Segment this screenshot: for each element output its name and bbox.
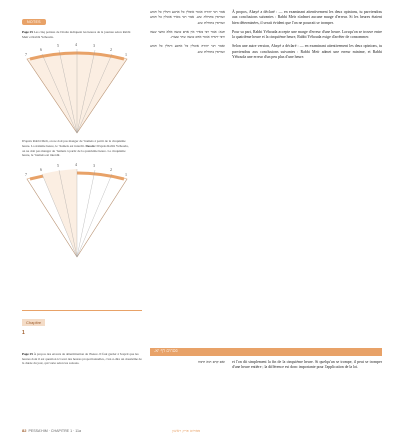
fan1-num: 5 — [57, 43, 59, 49]
fan2-num: 5 — [57, 163, 59, 169]
hebrew-lower: ואם קדם הוא תימה — [197, 360, 225, 364]
note-label: Page 25 — [22, 30, 33, 34]
hebrew-header-bar: פסחים דף יא. — [150, 348, 382, 356]
running-title: PESSA'HIM · CHAPITRE 1 · 11a — [28, 429, 81, 433]
french-paragraph: Selon une autre version, Abayé a déclaré : — en examinant attentivement les deux opinions, tu parviendras aux conclusions suivantes : Rabbi Meïr admet une erreur minime, et Rabbi Yéhouda une erreur d'un peu plus d'une heure. — [232, 44, 382, 60]
french-lower: et l'on dit simplement la fin de la cinquième heure. Si quelqu'un se trompe, il peut se tromper d'une heure entière ; la différence est donc importante pour l'application de la loi. — [232, 360, 382, 370]
fan2-num: 6 — [40, 167, 42, 173]
french-paragraph: À propos, Abayé a déclaré : — en examinant attentivement les deux opinions, tu parviendras aux conclusions suivantes : Rabbi Meïr n'admet aucune marge d'erreur. Si les heures étaient bien déterminées, il serait évident que l'on ne pourrait se tromper. — [232, 10, 382, 25]
fan1-num: 7 — [25, 52, 27, 58]
hebrew-paragraph: ואמר רבי יהודה אוכלין כל ארבע ותולין כל חמש ושורפין בתחלת שש. — [150, 44, 225, 54]
fan2-num: 4 — [75, 162, 77, 168]
note-body: Les cinq pointes de l'étoile indiquent les heures de la journée selon Rabbi Meïr et Rabbi Yéhouda. — [22, 30, 131, 39]
fan1-num: 6 — [40, 47, 42, 53]
fan1-num: 2 — [110, 47, 112, 53]
fan2-num: 2 — [110, 167, 112, 173]
footer-hebrew: פסחים פרק ראשון — [172, 428, 201, 433]
hebrew-paragraph: תנא: אמר רבי מאיר אין אדם טועה אלא כחצי שעה ורבי יהודה אומר אדם טועה שתי שעות. — [150, 29, 225, 40]
fan2-num: 7 — [25, 172, 27, 178]
hebrew-paragraph: אמר רבי יהודה אומר אוכלין כל ארבע ותולין כל חמש ושורפין בתחלת שש. אמר רבי מאיר אוכלין כל חמש ושורפין בתחלת שש. — [150, 10, 225, 25]
notes-column — [22, 10, 132, 261]
hebrew-column — [150, 10, 225, 59]
fan1-num: 3 — [93, 43, 95, 49]
page-number: 82 — [22, 428, 27, 433]
footer — [22, 428, 382, 436]
fan2-num: 1 — [125, 172, 127, 178]
chapter-block — [22, 310, 142, 366]
fan1-num: 4 — [75, 42, 77, 48]
fan2-num: 3 — [93, 163, 95, 169]
note-2: Page 25 À propos des erreurs de détermination de l'heure. Il faut garder à l'esprit que les heures dont il est question ici sont des heures proportionnelles, c'est-à-dire un douzième de la durée du jour, qui varie selon les saisons. — [22, 352, 142, 366]
french-column — [232, 10, 382, 64]
note-text — [22, 30, 132, 39]
fan1-num: 1 — [125, 52, 127, 58]
fan-diagram-1 — [22, 41, 132, 136]
caption-1: D'après Rabbi Meïr, on ne doit pas manger de ’hamets à partir de la cinquième heure. La sixième heure, le ’hamets est interdit. Dessin: D'après Rabbi Yéhouda, on ne doit pas manger de ’hamets à partir de la quatrième heure. La cinquième heure, le ’hamets est interdit. — [22, 139, 129, 158]
notes-tag: NOTES — [22, 19, 46, 25]
chapter-number: 1 — [22, 330, 25, 336]
french-paragraph: Pour sa part, Rabbi Yéhouda accepte une marge d'erreur d'une heure. Lorsqu'on se trouve entre la quatrième heure et la cinquième heure, Rabbi Yéhouda exige d'arrêter de consommer. — [232, 29, 382, 40]
fan-diagram-2 — [22, 161, 132, 261]
chapter-tag: Chapitre — [22, 319, 45, 326]
